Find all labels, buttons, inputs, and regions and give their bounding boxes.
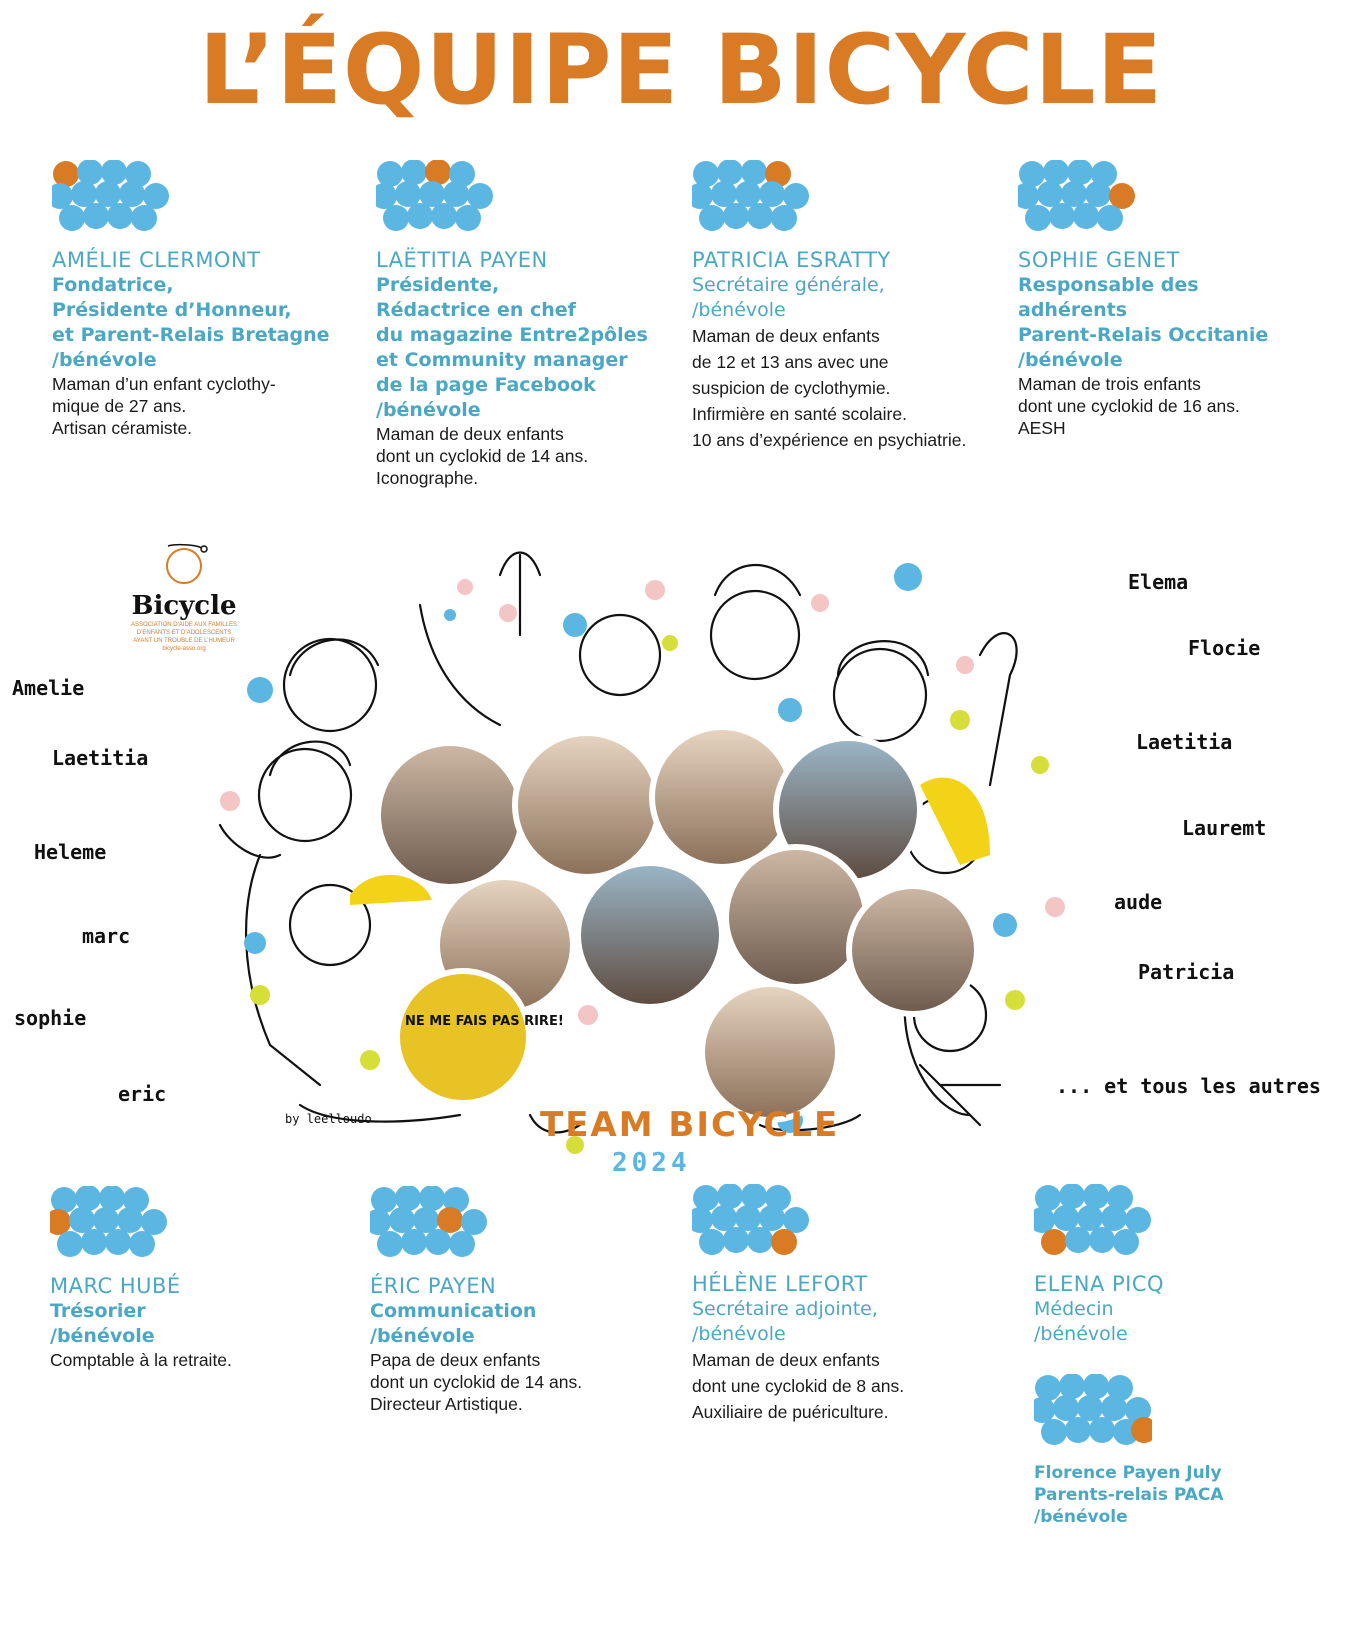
bubble-cluster-icon — [52, 160, 170, 234]
blue-bubble — [747, 203, 773, 229]
handwritten-name: ... et tous les autres — [1056, 1074, 1321, 1098]
bubble-cluster-icon — [692, 160, 810, 234]
orange-bubble — [771, 1229, 797, 1255]
member-role: Présidente, Rédactrice en chef du magazine Entre2pôles et Community manager de la page Facebook /bénévole — [376, 274, 648, 421]
blue-bubble — [395, 1186, 421, 1211]
blue-bubble — [1043, 160, 1069, 185]
blue-bubble — [413, 1207, 439, 1233]
member-name: LAËTITIA PAYEN — [376, 248, 548, 272]
member-description: Maman de deux enfants dont un cyclokid de 14 ans. Iconographe. — [376, 424, 589, 488]
blue-bubble — [1125, 1207, 1151, 1233]
blue-bubble — [1097, 205, 1123, 231]
blue-bubble — [51, 1187, 77, 1213]
blue-bubble — [1053, 1395, 1079, 1421]
portrait-photo — [702, 984, 838, 1120]
book-title: NE ME FAIS PAS RIRE! — [405, 1014, 564, 1029]
orange-bubble — [1109, 183, 1135, 209]
bubble-cluster-icon — [692, 1184, 810, 1258]
blue-bubble — [1083, 1374, 1109, 1399]
member-card-marc — [50, 1186, 380, 1371]
logo-tagline: ASSOCIATION D’AIDE AUX FAMILLES D’ENFANTS ET D’ADOLESCENTS AYANT UN TROUBLE DE L’HUMEUR — [131, 622, 237, 644]
blue-bubble — [389, 1207, 415, 1233]
blue-bubble — [107, 203, 133, 229]
handwritten-name: Flocie — [1188, 636, 1261, 660]
blue-bubble — [1065, 1417, 1091, 1443]
member-card-florence — [1034, 1374, 1362, 1528]
member-role: Florence Payen July Parents-relais PACA /bénévole — [1034, 1463, 1224, 1527]
blue-bubble — [105, 1229, 131, 1255]
member-role: Secrétaire adjointe, /bénévole — [692, 1298, 878, 1345]
portrait-photo — [515, 733, 659, 877]
member-name: SOPHIE GENET — [1018, 248, 1180, 272]
blue-bubble — [783, 183, 809, 209]
logo-wordmark: Bicycle — [131, 591, 237, 621]
logo-url: bicycle-asso.org — [162, 646, 206, 652]
blue-bubble — [1049, 203, 1075, 229]
portrait-photo — [726, 847, 866, 987]
blue-bubble — [1059, 1374, 1085, 1399]
bubble-cluster-icon — [376, 160, 494, 234]
blue-bubble — [1034, 1397, 1055, 1423]
blue-bubble — [783, 1207, 809, 1233]
handwritten-name: eric — [118, 1082, 167, 1106]
blue-bubble — [723, 203, 749, 229]
blue-bubble — [735, 1205, 761, 1231]
member-card-laetitia — [376, 160, 706, 489]
member-description: Comptable à la retraite. — [50, 1350, 232, 1370]
handwritten-name: marc — [82, 924, 131, 948]
member-role: Secrétaire générale, /bénévole — [692, 274, 885, 321]
portrait-photo — [849, 886, 977, 1014]
blue-bubble — [1059, 1184, 1085, 1209]
member-card-amelie — [52, 160, 382, 439]
blue-bubble — [741, 160, 767, 185]
member-description: Maman de deux enfants dont une cyclokid de 8 ans. Auxiliaire de puériculture. — [692, 1350, 905, 1422]
blue-bubble — [131, 205, 157, 231]
member-name: ELENA PICQ — [1034, 1272, 1165, 1296]
blue-bubble — [71, 181, 97, 207]
member-name: AMÉLIE CLERMONT — [52, 248, 261, 272]
member-card-eric — [370, 1186, 700, 1415]
blue-bubble — [1113, 1229, 1139, 1255]
blue-bubble — [1067, 160, 1093, 185]
blue-bubble — [419, 181, 445, 207]
portrait-photo — [578, 863, 722, 1007]
blue-bubble — [1077, 1395, 1103, 1421]
blue-bubble — [455, 205, 481, 231]
blue-bubble — [143, 183, 169, 209]
blue-bubble — [711, 1205, 737, 1231]
handwritten-name: Heleme — [34, 840, 107, 864]
blue-bubble — [1019, 161, 1045, 187]
blue-bubble — [99, 1186, 125, 1211]
handwritten-name: Laetitia — [52, 746, 149, 770]
member-role: Trésorier /bénévole — [50, 1300, 155, 1347]
blue-bubble — [431, 203, 457, 229]
blue-bubble — [735, 181, 761, 207]
blue-bubble — [1053, 1205, 1079, 1231]
orange-bubble — [437, 1207, 463, 1233]
blue-bubble — [1089, 1417, 1115, 1443]
blue-bubble — [1089, 1227, 1115, 1253]
blue-bubble — [1037, 181, 1063, 207]
blue-bubble — [747, 1227, 773, 1253]
bubble-cluster-icon — [370, 1186, 488, 1260]
blue-bubble — [692, 183, 713, 209]
blue-bubble — [1061, 181, 1087, 207]
orange-bubble — [53, 161, 79, 187]
blue-bubble — [425, 1229, 451, 1255]
blue-bubble — [467, 183, 493, 209]
blue-bubble — [1085, 181, 1111, 207]
blue-bubble — [93, 1207, 119, 1233]
blue-bubble — [1065, 1227, 1091, 1253]
handwritten-name: sophie — [14, 1006, 87, 1030]
member-name: ÉRIC PAYEN — [370, 1274, 497, 1298]
member-description: Maman d’un enfant cyclothy- mique de 27 ans. Artisan céramiste. — [52, 374, 276, 438]
member-card-helene — [692, 1184, 1022, 1425]
member-name: HÉLÈNE LEFORT — [692, 1272, 868, 1296]
handwritten-name: aude — [1114, 890, 1163, 914]
blue-bubble — [371, 1187, 397, 1213]
blue-bubble — [771, 205, 797, 231]
blue-bubble — [370, 1209, 391, 1235]
book-photo — [397, 971, 529, 1103]
member-card-patricia — [692, 160, 1022, 453]
blue-bubble — [1034, 1207, 1055, 1233]
bubble-cluster-icon — [1034, 1374, 1152, 1448]
blue-bubble — [692, 1207, 713, 1233]
member-card-sophie — [1018, 160, 1348, 439]
blue-bubble — [759, 181, 785, 207]
blue-bubble — [461, 1209, 487, 1235]
blue-bubble — [1035, 1185, 1061, 1211]
portrait-photo — [378, 743, 522, 887]
blue-bubble — [1035, 1375, 1061, 1401]
blue-bubble — [83, 203, 109, 229]
handwritten-name: Lauremt — [1182, 816, 1267, 840]
handwritten-name: Laetitia — [1136, 730, 1233, 754]
team-illustration — [200, 525, 1100, 1185]
blue-bubble — [119, 181, 145, 207]
blue-bubble — [759, 1205, 785, 1231]
blue-bubble — [449, 1231, 475, 1257]
blue-bubble — [699, 1229, 725, 1255]
member-role: Communication /bénévole — [370, 1300, 537, 1347]
blue-bubble — [57, 1231, 83, 1257]
blue-bubble — [377, 161, 403, 187]
blue-bubble — [101, 160, 127, 185]
handwritten-name: Elema — [1128, 570, 1189, 594]
blue-bubble — [1083, 1184, 1109, 1209]
bubble-cluster-icon — [50, 1186, 168, 1260]
blue-bubble — [1041, 1419, 1067, 1445]
blue-bubble — [693, 1185, 719, 1211]
blue-bubble — [717, 1184, 743, 1209]
member-role: Responsable des adhérents Parent-Relais Occitanie /bénévole — [1018, 274, 1269, 371]
blue-bubble — [1077, 1205, 1103, 1231]
blue-bubble — [699, 205, 725, 231]
blue-bubble — [376, 183, 397, 209]
blue-bubble — [141, 1209, 167, 1235]
blue-bubble — [383, 205, 409, 231]
blue-bubble — [693, 161, 719, 187]
blue-bubble — [443, 181, 469, 207]
blue-bubble — [1101, 1395, 1127, 1421]
orange-bubble — [425, 160, 451, 185]
blue-bubble — [1073, 203, 1099, 229]
blue-bubble — [401, 1229, 427, 1255]
blue-bubble — [129, 1231, 155, 1257]
member-role: Médecin /bénévole — [1034, 1298, 1128, 1345]
blue-bubble — [1025, 205, 1051, 231]
member-name: PATRICIA ESRATTY — [692, 248, 891, 272]
bubble-cluster-icon — [1018, 160, 1136, 234]
blue-bubble — [717, 160, 743, 185]
blue-bubble — [419, 1186, 445, 1211]
blue-bubble — [95, 181, 121, 207]
handwritten-name: Patricia — [1138, 960, 1235, 984]
blue-bubble — [1101, 1205, 1127, 1231]
blue-bubble — [723, 1227, 749, 1253]
handwritten-name: Amelie — [12, 676, 85, 700]
blue-bubble — [407, 203, 433, 229]
orange-bubble — [1041, 1229, 1067, 1255]
member-description: Maman de deux enfants de 12 et 13 ans avec une suspicion de cyclothymie. Infirmière en santé scolaire. 10 ans d’expérience en psychiatrie. — [692, 326, 967, 450]
blue-bubble — [77, 160, 103, 185]
bubble-cluster-icon — [1034, 1184, 1152, 1258]
team-label: TEAM BICYCLE — [540, 1105, 840, 1145]
orange-bubble — [50, 1209, 71, 1235]
blue-bubble — [81, 1229, 107, 1255]
blue-bubble — [401, 160, 427, 185]
member-name: MARC HUBÉ — [50, 1274, 181, 1298]
blue-bubble — [741, 1184, 767, 1209]
member-card-elena — [1034, 1184, 1362, 1347]
blue-bubble — [59, 205, 85, 231]
team-year: 2024 — [612, 1148, 691, 1178]
member-description: Papa de deux enfants dont un cyclokid de 14 ans. Directeur Artistique. — [370, 1350, 583, 1414]
blue-bubble — [117, 1207, 143, 1233]
blue-bubble — [75, 1186, 101, 1211]
illustrator-credit: by leelloudo — [285, 1112, 372, 1126]
blue-bubble — [395, 181, 421, 207]
member-description: Maman de trois enfants dont une cyclokid de 16 ans. AESH — [1018, 374, 1240, 438]
page-title: L’ÉQUIPE BICYCLE — [198, 14, 1164, 126]
blue-bubble — [377, 1231, 403, 1257]
blue-bubble — [711, 181, 737, 207]
member-role: Fondatrice, Présidente d’Honneur, et Parent-Relais Bretagne /bénévole — [52, 274, 330, 371]
portrait-photo — [652, 727, 792, 867]
blue-bubble — [1018, 183, 1039, 209]
blue-bubble — [52, 183, 73, 209]
blue-bubble — [69, 1207, 95, 1233]
